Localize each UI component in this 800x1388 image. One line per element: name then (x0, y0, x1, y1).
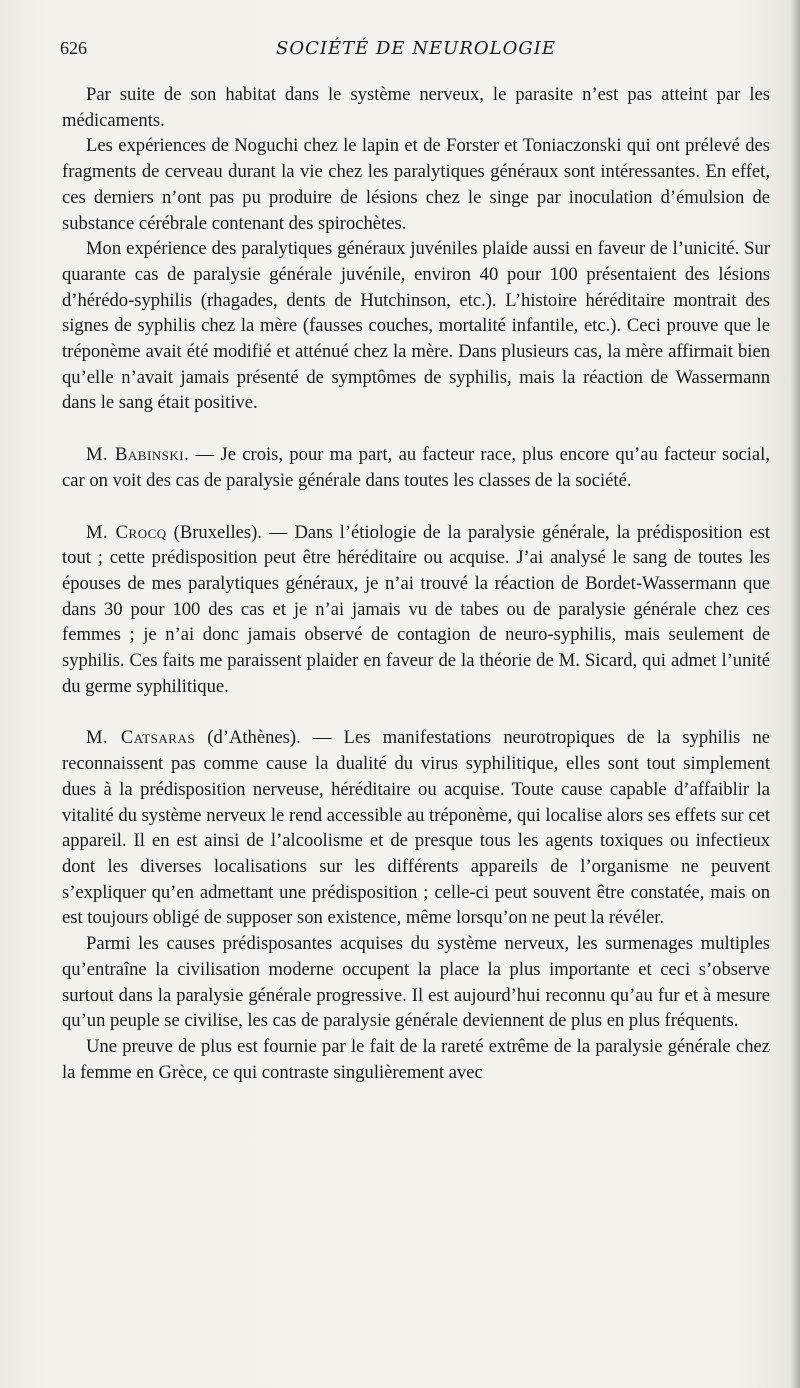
speaker-name: M. Catsaras (86, 727, 196, 749)
paragraph: Parmi les causes prédisposantes acquises du système nerveux, les surmenages multiples qu’entraîne la civilisation moderne occupent la place la plus importante et ceci s’observe surtout dans la paralysie générale progressive. Il est aujourd’hui reconnu qu’au fur et à mesure qu’un peuple se civilise, les cas de paralysie générale deviennent de plus en plus fréquents. (62, 933, 770, 1032)
intervention-catsaras: M. Catsaras (d’Athènes). — Les manifestations neurotropiques de la syphilis ne reconnaissent pas comme cause la dualité du virus syphilitique, elles sont tout simplement dues à la prédisposition nerveuse, héréditaire ou acquise. Toute cause capable d’affaiblir la vitalité du système nerveux le rend accessible au tréponème, qui localise alors ses effets sur cet appareil. Il en est ainsi de l’alcoolisme et de presque tous les agents toxiques ou infectieux dont les diverses localisations sur les différents appareils de l’organisme ne peuvent s’expliquer qu’en admettant une prédisposition ; celle-ci peut souvent être constatée, mais on est toujours obligé de supposer son existence, même lorsqu’on ne peut la révéler. (62, 727, 770, 929)
paragraph: Une preuve de plus est fournie par le fait de la rareté extrême de la paralysie générale chez la femme en Grèce, ce qui contraste singulièrement avec (62, 1035, 770, 1083)
running-title: SOCIÉTÉ DE NEUROLOGIE (276, 38, 556, 59)
page-number: 626 (60, 38, 87, 58)
intervention-crocq: M. Crocq (Bruxelles). — Dans l’étiologie de la paralysie générale, la prédisposition est tout ; cette prédisposition peut être héréditaire ou acquise. J’ai analysé le sang de toutes les épouses de mes paralytiques généraux, je n’ai trouvé la réaction de Bordet-Wassermann que dans 30 pour 100 des cas et je n’ai jamais vu de tabes ou de paralysie générale chez ces femmes ; je n’ai donc jamais observé de contagion de neuro-syphilis, mais seulement de syphilis. Ces faits me paraissent plaider en faveur de la théorie de M. Sicard, qui admet l’unité du germe syphilitique. (62, 521, 770, 697)
paragraph: Mon expérience des paralytiques généraux juvéniles plaide aussi en faveur de l’unicité. Sur quarante cas de paralysie générale juvénile, environ 40 pour 100 présentaient des lésions d’hérédo-syphilis (rhagades, dents de Hutchinson, etc.). L’histoire héréditaire montrait des signes de syphilis chez la mère (fausses couches, mortalité infantile, etc.). Ceci prouve que le tréponème avait été modifié et atténué chez la mère. Dans plusieurs cas, la mère affirmait bien qu’elle n’avait jamais présenté de symptômes de syphilis, mais la réaction de Wassermann dans le sang était positive. (62, 238, 770, 414)
speaker-name: M. Crocq (86, 521, 167, 543)
page-edge-shadow (790, 0, 800, 1388)
paragraph: Les expériences de Noguchi chez le lapin et de Forster et Toniaczonski qui ont prélevé des fragments de cerveau durant la vie chez les paralytiques généraux sont intéressantes. En effet, ces derniers n’ont pas pu produire de lésions chez le singe par inoculation d’émulsion de substance cérébrale contenant des spirochètes. (62, 135, 770, 234)
intervention-babinski: M. Babinski. — Je crois, pour ma part, au facteur race, plus encore qu’au facteur social, car on voit des cas de paralysie générale dans toutes les classes de la société. (62, 444, 770, 491)
running-header (60, 38, 772, 66)
speaker-name: M. Babinski. (86, 444, 190, 466)
page-body (62, 82, 770, 1085)
paragraph: Par suite de son habitat dans le système nerveux, le parasite n’est pas atteint par les médicaments. (62, 84, 770, 131)
